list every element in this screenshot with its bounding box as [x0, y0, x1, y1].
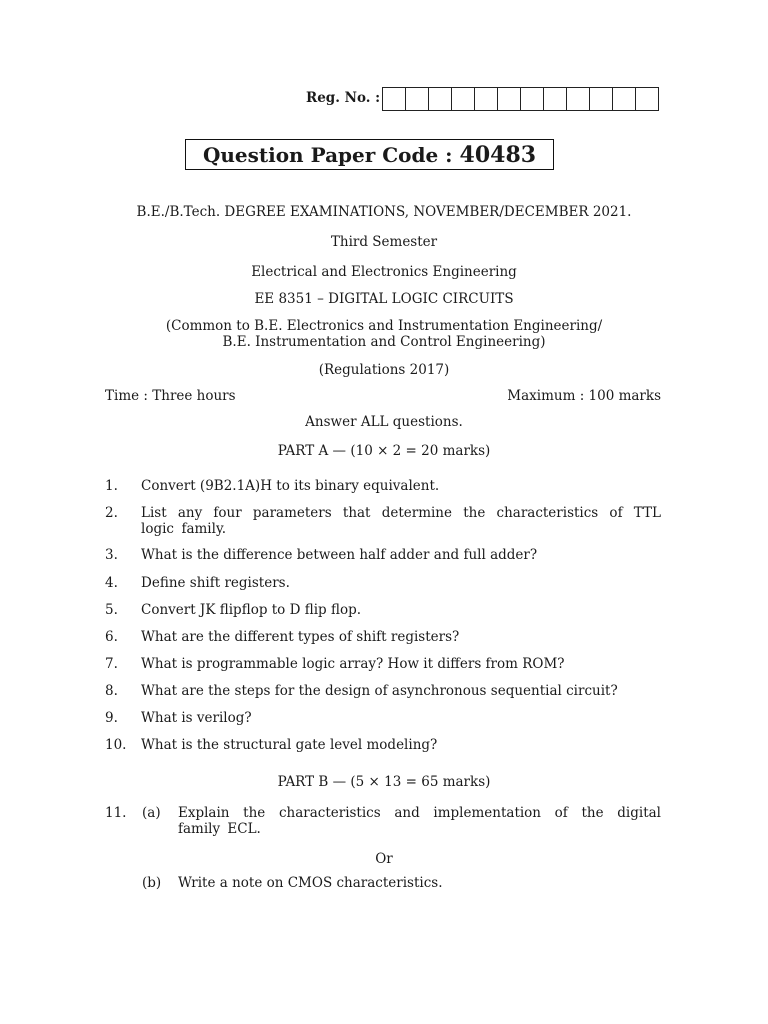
qpc-label: Question Paper Code :: [202, 143, 453, 167]
question-text: Convert (9B2.1A)H to its binary equivalent.: [141, 478, 440, 494]
reg-digit-box: [498, 88, 521, 110]
common-line-2: B.E. Instrumentation and Control Engineering): [222, 334, 546, 350]
reg-digit-box: [521, 88, 544, 110]
question-text: What is the difference between half adder and full adder?: [141, 547, 538, 563]
reg-digit-box: [452, 88, 475, 110]
time-line: Time : Three hours: [105, 388, 236, 404]
department-line: Electrical and Electronics Engineering: [251, 264, 517, 280]
question-text: What is the structural gate level modeling?: [141, 737, 438, 753]
regulations-line: (Regulations 2017): [318, 362, 450, 378]
subject-line: EE 8351 – DIGITAL LOGIC CIRCUITS: [254, 291, 514, 307]
part-b-heading: PART B — (5 × 13 = 65 marks): [277, 774, 491, 790]
sub-question-text: Explain the characteristics and implementation of the digital family ECL.: [178, 805, 661, 837]
question-number: 11.: [105, 805, 127, 821]
question-number: 9.: [105, 710, 118, 726]
question-text: Define shift registers.: [141, 575, 290, 591]
question-number: 6.: [105, 629, 118, 645]
sub-question-text: Write a note on CMOS characteristics.: [178, 875, 443, 891]
reg-no-label: Reg. No. :: [306, 90, 381, 106]
reg-digit-box: [567, 88, 590, 110]
question-text: What is programmable logic array? How it differs from ROM?: [141, 656, 565, 672]
question-number: 8.: [105, 683, 118, 699]
reg-digit-box: [475, 88, 498, 110]
degree-line: B.E./B.Tech. DEGREE EXAMINATIONS, NOVEMBER/DECEMBER 2021.: [136, 204, 632, 220]
question-text: What is verilog?: [141, 710, 252, 726]
semester-line: Third Semester: [330, 234, 438, 250]
max-marks-line: Maximum : 100 marks: [507, 388, 661, 404]
reg-digit-box: [406, 88, 429, 110]
question-text: Convert JK flipflop to D flip flop.: [141, 602, 362, 618]
reg-digit-box: [429, 88, 452, 110]
question-number: 7.: [105, 656, 118, 672]
question-text: List any four parameters that determine the characteristics of TTL logic family.: [141, 505, 661, 537]
or-separator: Or: [375, 851, 393, 867]
reg-digit-box: [636, 88, 658, 110]
sub-question-label: (b): [142, 875, 162, 891]
question-number: 1.: [105, 478, 118, 494]
reg-digit-box: [544, 88, 567, 110]
question-text: What are the different types of shift registers?: [141, 629, 460, 645]
question-number: 3.: [105, 547, 118, 563]
qpc-code: 40483: [459, 142, 537, 168]
question-number: 5.: [105, 602, 118, 618]
question-number: 2.: [105, 505, 118, 521]
sub-question-label: (a): [142, 805, 161, 821]
question-number: 10.: [105, 737, 127, 753]
common-line-1: (Common to B.E. Electronics and Instrumentation Engineering/: [165, 318, 603, 334]
question-text: What are the steps for the design of asynchronous sequential circuit?: [141, 683, 618, 699]
reg-digit-box: [590, 88, 613, 110]
instruction-line: Answer ALL questions.: [305, 414, 463, 430]
part-a-heading: PART A — (10 × 2 = 20 marks): [277, 443, 491, 459]
question-paper-code-box: [185, 139, 554, 170]
reg-digit-box: [613, 88, 636, 110]
reg-no-boxes: [382, 87, 659, 111]
question-number: 4.: [105, 575, 118, 591]
reg-digit-box: [383, 88, 406, 110]
